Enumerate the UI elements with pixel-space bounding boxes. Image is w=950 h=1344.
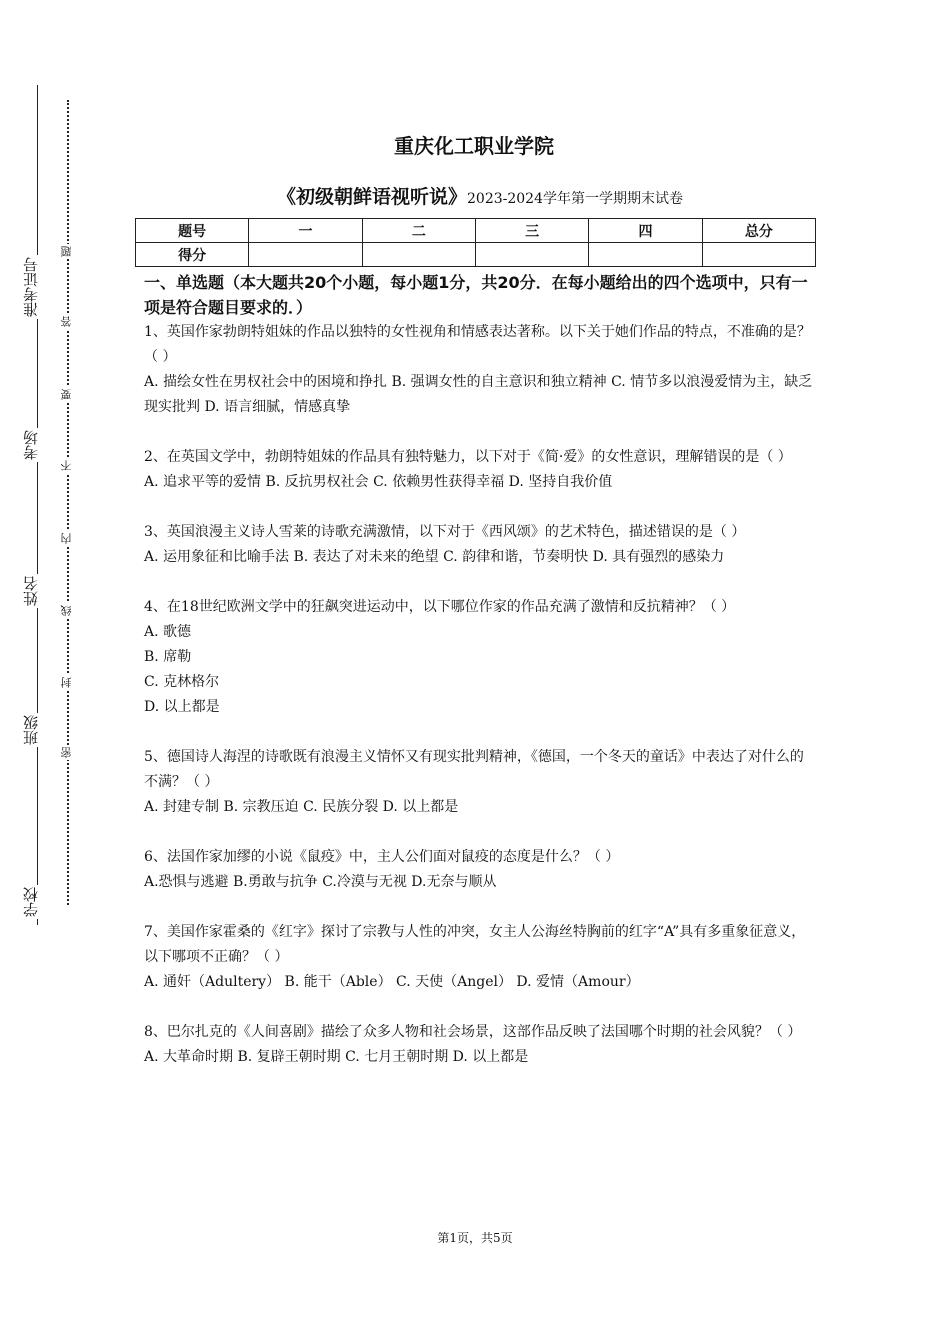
score-table [135, 218, 816, 267]
question-options: A.恐惧与逃避 B.勇敢与抗争 C.冷漠与无视 D.无奈与顺从 [144, 874, 497, 890]
question-options: A. 描绘女性在男权社会中的困境和挣扎 B. 强调女性的自主意识和独立精神 C. 情节多以浪漫爱情为主，缺乏现实批判 D. 语言细腻，情感真挚 [144, 374, 813, 415]
page-number: 第1页，共5页 [437, 1231, 513, 1245]
question-list [144, 320, 816, 1095]
question-option: C. 克林格尔 [144, 674, 220, 690]
label-class: 班级 [20, 713, 54, 747]
score-table-score-row [136, 243, 816, 267]
course-name: 《初级朝鲜语视听说》 [276, 186, 467, 208]
question-stem: 7、美国作家霍桑的《红字》探讨了宗教与人性的冲突，女主人公海丝特胸前的红字“A”具有多重象征意义，以下哪项不正确？（ ） [144, 924, 806, 965]
question-stem: 5、德国诗人海涅的诗歌既有浪漫主义情怀又有现实批判精神，《德国，一个冬天的童话》中表达了对什么的不满？（ ） [144, 749, 804, 790]
question-stem: 3、英国浪漫主义诗人雪莱的诗歌充满激情，以下对于《西风颂》的艺术特色，描述错误的是（ ） [144, 524, 746, 540]
question-5 [144, 745, 816, 820]
seal-char: 线 [60, 605, 73, 616]
label-exam-number: 准考证号 [20, 255, 54, 319]
label-exam-room: 考场 [20, 428, 54, 462]
question-stem: 4、在18世纪欧洲文学中的狂飙突进运动中，以下哪位作家的作品充满了激情和反抗精神？（ ） [144, 599, 736, 615]
question-options: A. 追求平等的爱情 B. 反抗男权社会 C. 依赖男性获得幸福 D. 坚持自我价值 [144, 474, 613, 490]
question-7 [144, 920, 816, 995]
binding-solid-line [37, 85, 38, 925]
question-options: A. 通奸（Adultery） B. 能干（Able） C. 天使（Angel） D. 爱情（Amour） [144, 974, 640, 990]
score-cell: 一 [249, 219, 362, 243]
question-4 [144, 595, 816, 720]
label-school: 学校 [20, 885, 54, 919]
seal-char: 封 [60, 677, 73, 688]
seal-char: 要 [60, 389, 73, 400]
question-option: A. 歌德 [144, 624, 192, 640]
question-6 [144, 845, 816, 895]
score-blank-cell [362, 243, 475, 267]
score-cell: 二 [362, 219, 475, 243]
binding-dotted-line [67, 100, 69, 905]
question-options: A. 大革命时期 B. 复辟王朝时期 C. 七月王朝时期 D. 以上都是 [144, 1049, 529, 1065]
question-stem: 1、英国作家勃朗特姐妹的作品以独特的女性视角和情感表达著称。以下关于她们作品的特点，不准确的是？（ ） [144, 324, 811, 365]
school-name: 重庆化工职业学院 [394, 134, 554, 158]
score-cell: 总分 [702, 219, 815, 243]
question-stem: 2、在英国文学中，勃朗特姐妹的作品具有独特魅力，以下对于《简·爱》的女性意识，理解错误的是（ ） [144, 449, 792, 465]
seal-char: 题 [60, 246, 73, 257]
seal-char: 内 [60, 533, 73, 544]
question-2 [144, 445, 816, 495]
question-option: D. 以上都是 [144, 699, 220, 715]
seal-char: 答 [60, 316, 73, 327]
score-blank-cell [475, 243, 588, 267]
question-options: A. 封建专制 B. 宗教压迫 C. 民族分裂 D. 以上都是 [144, 799, 459, 815]
score-cell: 四 [589, 219, 702, 243]
score-cell: 题号 [136, 219, 249, 243]
score-blank-cell [249, 243, 362, 267]
score-blank-cell [589, 243, 702, 267]
seal-char: 不 [60, 460, 73, 471]
binding-margin [0, 0, 110, 1344]
section-heading: 一、单选题（本大题共20个小题，每小题1分，共20分．在每小题给出的四个选项中，只有一项是符合题目要求的．） [144, 273, 808, 317]
question-3 [144, 520, 816, 570]
score-table-header-row [136, 219, 816, 243]
seal-char: 密 [60, 747, 73, 758]
question-stem: 6、法国作家加缪的小说《鼠疫》中，主人公们面对鼠疫的态度是什么？（ ） [144, 849, 620, 865]
question-8 [144, 1020, 816, 1070]
exam-term: 2023-2024学年第一学期期末试卷 [467, 191, 683, 207]
score-cell: 三 [475, 219, 588, 243]
exam-title [144, 182, 816, 209]
label-name: 姓名 [20, 574, 54, 608]
score-blank-cell [702, 243, 815, 267]
score-cell: 得分 [136, 243, 249, 267]
question-1 [144, 320, 816, 420]
question-option: B. 席勒 [144, 649, 192, 665]
question-options: A. 运用象征和比喻手法 B. 表达了对未来的绝望 C. 韵律和谐，节奏明快 D. 具有强烈的感染力 [144, 549, 725, 565]
question-stem: 8、巴尔扎克的《人间喜剧》描绘了众多人物和社会场景，这部作品反映了法国哪个时期的社会风貌？（ ） [144, 1024, 802, 1040]
